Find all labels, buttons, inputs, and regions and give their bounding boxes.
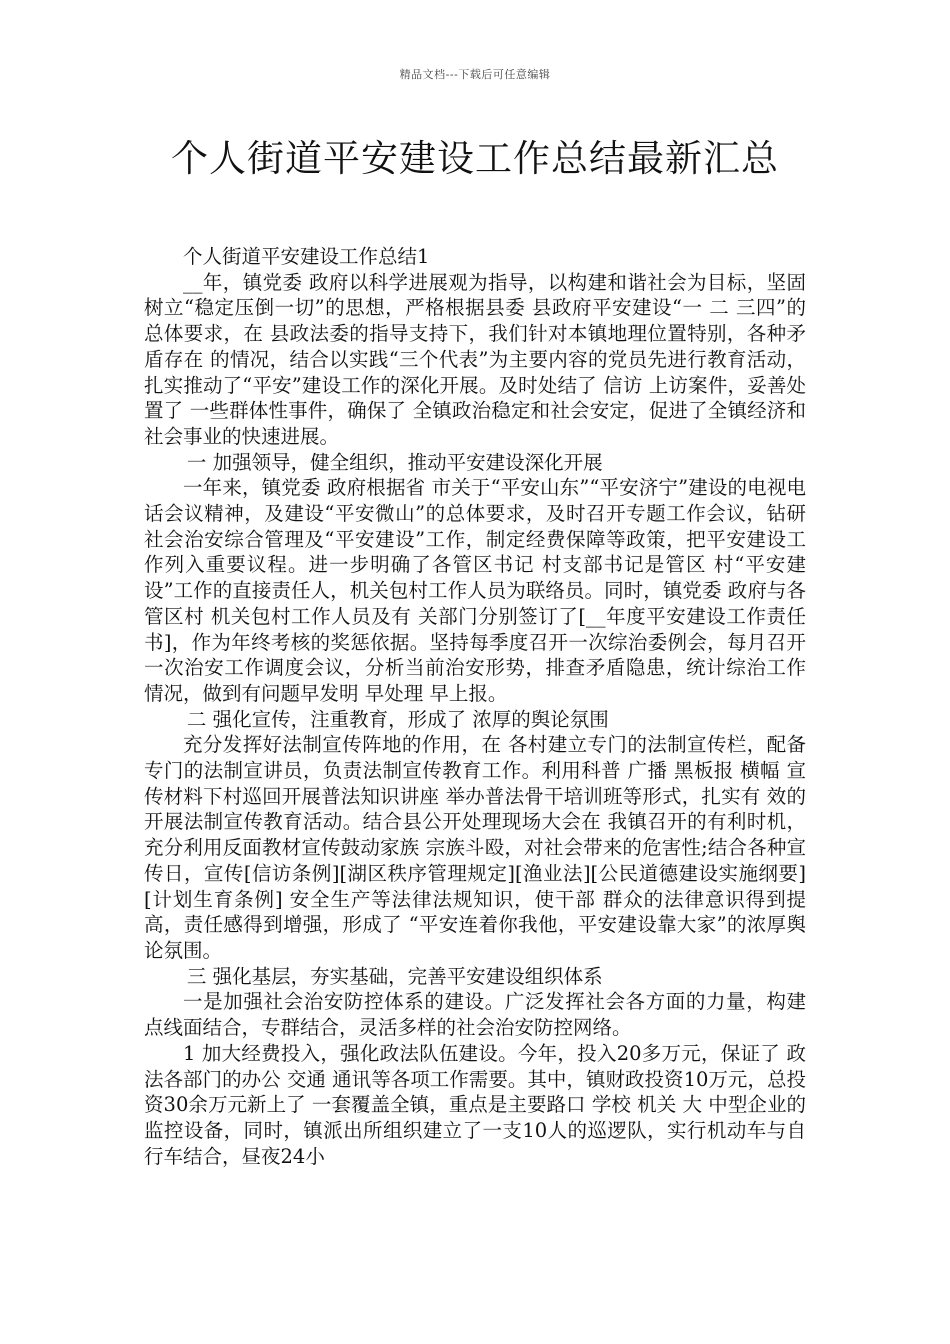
paragraph-section-2: 充分发挥好法制宣传阵地的作用，在 各村建立专门的法制宣传栏，配备专门的法制宣讲员，负责法制宣传教育工作。利用科普 广播 黑板报 横幅 宣传材料下村巡回开展普法知识讲座 举办普法骨干培训班等形式，扎实有 效的开展法制宣传教育活动。结合县公开处理现场大会在 我镇召开的有利时机，充分利用反面教材宣传鼓动家族 宗族斗殴，对社会带来的危害性;结合各种宣传日，宣传[信访条例][湖区秩序管理规定][渔业法][公民道德建设实施纲要][计划生育条例] 安全生产等法律法规知识，使干部 群众的法律意识得到提高，责任感得到增强，形成了 “平安连着你我他，平安建设靠大家”的浓厚舆论氛围。 [144,733,806,962]
page-header-note: 精品文档---下载后可任意编辑 [399,68,551,81]
document-body [144,244,806,1169]
section-heading-2: 二 强化宣传，注重教育，形成了 浓厚的舆论氛围 [186,707,609,731]
paragraph-section-3b: 1 加大经费投入，强化政法队伍建设。今年，投入20多万元，保证了 政法各部门的办公 交通 通讯等各项工作需要。其中，镇财政投资10万元，总投资30余万元新上了 一套覆盖全镇，重点是主要路口 学校 机关 大 中型企业的监控设备，同时，镇派出所组织建立了一支10人的巡逻队，实行机动车与自行车结合，昼夜24小 [144,1041,806,1168]
paragraph-intro: __年，镇党委 政府以科学进展观为指导，以构建和谐社会为目标，坚固树立“稳定压倒一切”的思想，严格根据县委 县政府平安建设“一 二 三四”的总体要求，在 县政法委的指导支持下，我们针对本镇地理位置特别，各种矛盾存在 的情况，结合以实践“三个代表”为主要内容的党员先进行教育活动，扎实推动了“平安”建设工作的深化开展。及时处结了 信访 上访案件，妥善处置了 一些群体性事件，确保了 全镇政治稳定和社会安定，促进了全镇经济和社会事业的快速进展。 [144,270,806,448]
paragraph-subtitle: 个人街道平安建设工作总结1 [183,245,430,268]
paragraph-section-1: 一年来，镇党委 政府根据省 市关于“平安山东”“平安济宁”建设的电视电话会议精神，及建设“平安微山”的总体要求，及时召开专题工作会议，钻研社会治安综合管理及“平安建设”工作，制定经费保障等政策，把平安建设工作列入重要议程。进一步明确了各管区书记 村支部书记是管区 村“平安建设”工作的直接责任人，机关包村工作人员为联络员。同时，镇党委 政府与各管区村 机关包村工作人员及有 关部门分别签订了[__年度平安建设工作责任书]，作为年终考核的奖惩依据。坚持每季度召开一次综治委例会，每月召开一次治安工作调度会议，分析当前治安形势，排查矛盾隐患，统计综治工作情况，做到有问题早发明 早处理 早上报。 [144,476,806,705]
document-title: 个人街道平安建设工作总结最新汇总 [171,137,779,180]
paragraph-section-3a: 一是加强社会治安防控体系的建设。广泛发挥社会各方面的力量，构建点线面结合，专群结合，灵活多样的社会治安防控网络。 [144,990,806,1040]
section-heading-3: 三 强化基层，夯实基础，完善平安建设组织体系 [186,964,603,988]
section-heading-1: 一 加强领导，健全组织，推动平安建设深化开展 [186,450,603,474]
